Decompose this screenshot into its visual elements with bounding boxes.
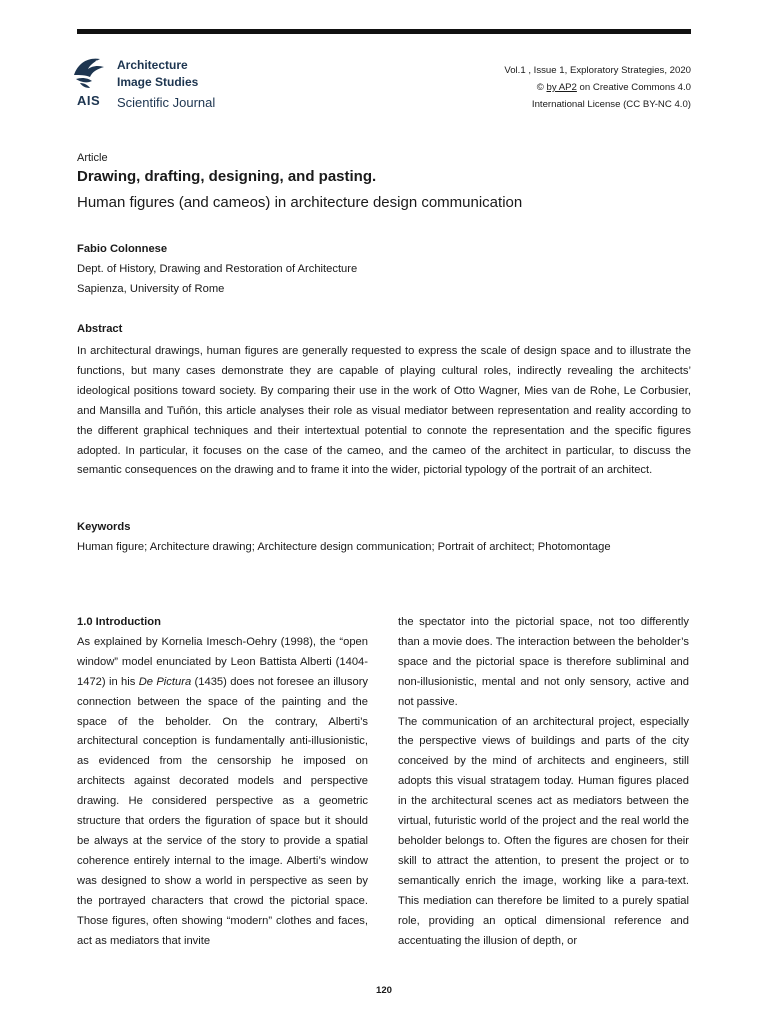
publication-meta [504, 62, 691, 113]
author-affiliation-university: Sapienza, University of Rome [77, 283, 225, 295]
article-title: Drawing, drafting, designing, and pasting. [77, 168, 377, 185]
section-heading: 1.0 Introduction [77, 616, 161, 628]
abstract-heading: Abstract [77, 323, 123, 335]
keywords-heading: Keywords [77, 521, 131, 533]
logo-acronym: AIS [77, 93, 101, 108]
paragraph-continuation: the spectator into the pictorial space, not too differently than a movie does. The interaction between the beholder’s space and the pictorial space is therefore subliminal and non-illusionistic, mental and not only sensory, active and not passive. [398, 616, 689, 708]
logo-line-architecture: Architecture [117, 58, 188, 72]
meta-copyright: © [536, 82, 547, 93]
body-column-right [398, 613, 689, 951]
top-rule [77, 29, 691, 34]
logo-bird-icon [70, 53, 106, 93]
page-number: 120 [375, 985, 392, 996]
author-name: Fabio Colonnese [77, 243, 168, 255]
paragraph-communication: The communication of an architectural project, especially the perspective views of buildings and parts of the city conceived by the mind of architects and engineers, still adopts this visual stratagem today. Human figures placed in the architectural scenes act as mediators between the virtual, futuristic world of the project and the real world the beholder belongs to. Often the figures are chosen for their skill to attract the attention, to present the project or to semantically enrich the image, working like a para-text. This mediation can therefore be limited to a purely spatial role, providing an optical dimensional reference and accentuating the illusion of depth, or [398, 715, 689, 947]
logo-line-image-studies: Image Studies [117, 75, 199, 89]
article-label: Article [77, 152, 108, 164]
meta-license-line [504, 79, 691, 96]
keywords-text: Human figure; Architecture drawing; Architecture design communication; Portrait of architect; Photomontage [77, 541, 611, 553]
article-subtitle: Human figures (and cameos) in architecture design communication [77, 194, 523, 211]
paragraph-intro-part1: As explained by Kornelia Imesch-Oehry (1998), the “open window” model enunciated by Leon Battista Alberti (1404-1472) in his [77, 635, 368, 688]
logo-line-scientific-journal: Scientific Journal [117, 95, 216, 110]
meta-link-ap2[interactable]: by AP2 [546, 82, 577, 93]
paragraph-intro-part2: (1435) does not foresee an illusory connection between the space of the painting and the space of the beholder. On the contrary, Alberti’s architectural conception is fundamentally anti-illusionistic, as evidenced from the censorship he imposed on architects against decorated models and perspective drawing. He considered perspective as a geometric structure that orders the figuration of space but it should be always at the service of the story to provide a spatial coherence entirely internal to the image. Alberti’s window was designed to show a world in perspective as seen by the portrayed characters that crowd the pictorial space. Those figures, often showing “modern” clothes and faces, act as mediators that invite [77, 675, 369, 947]
meta-volume: Vol.1 , Issue 1, Exploratory Strategies, 2020 [504, 65, 691, 76]
author-affiliation-department: Dept. of History, Drawing and Restoration of Architecture [77, 263, 358, 275]
book-title-de-pictura: De Pictura [138, 675, 192, 688]
meta-license-name: International License (CC BY-NC 4.0) [531, 99, 691, 110]
meta-license-suffix: on Creative Commons 4.0 [576, 82, 691, 93]
body-column-left [77, 613, 368, 951]
abstract-text: In architectural drawings, human figures are generally requested to express the scale of design space and to illustrate the functions, but many cases demonstrate they are capable of playing cultural roles, indirectly revealing the architects’ ideological positions toward society. By comparing their use in the work of Otto Wagner, Mies van de Rohe, Le Corbusier, and Mansilla and Tuñón, this article analyses their role as visual mediator between representation and reality according to the different graphical techniques and their intertextual potential to connote the representation and the specific figures adopted. In particular, it focuses on the case of the cameo, and the cameo of the architect in particular, to discuss the semantic consequences on the drawing and to frame it into the wider, pictorial typology of the portrait of an architect. [77, 345, 691, 477]
paragraph-intro [77, 633, 368, 952]
